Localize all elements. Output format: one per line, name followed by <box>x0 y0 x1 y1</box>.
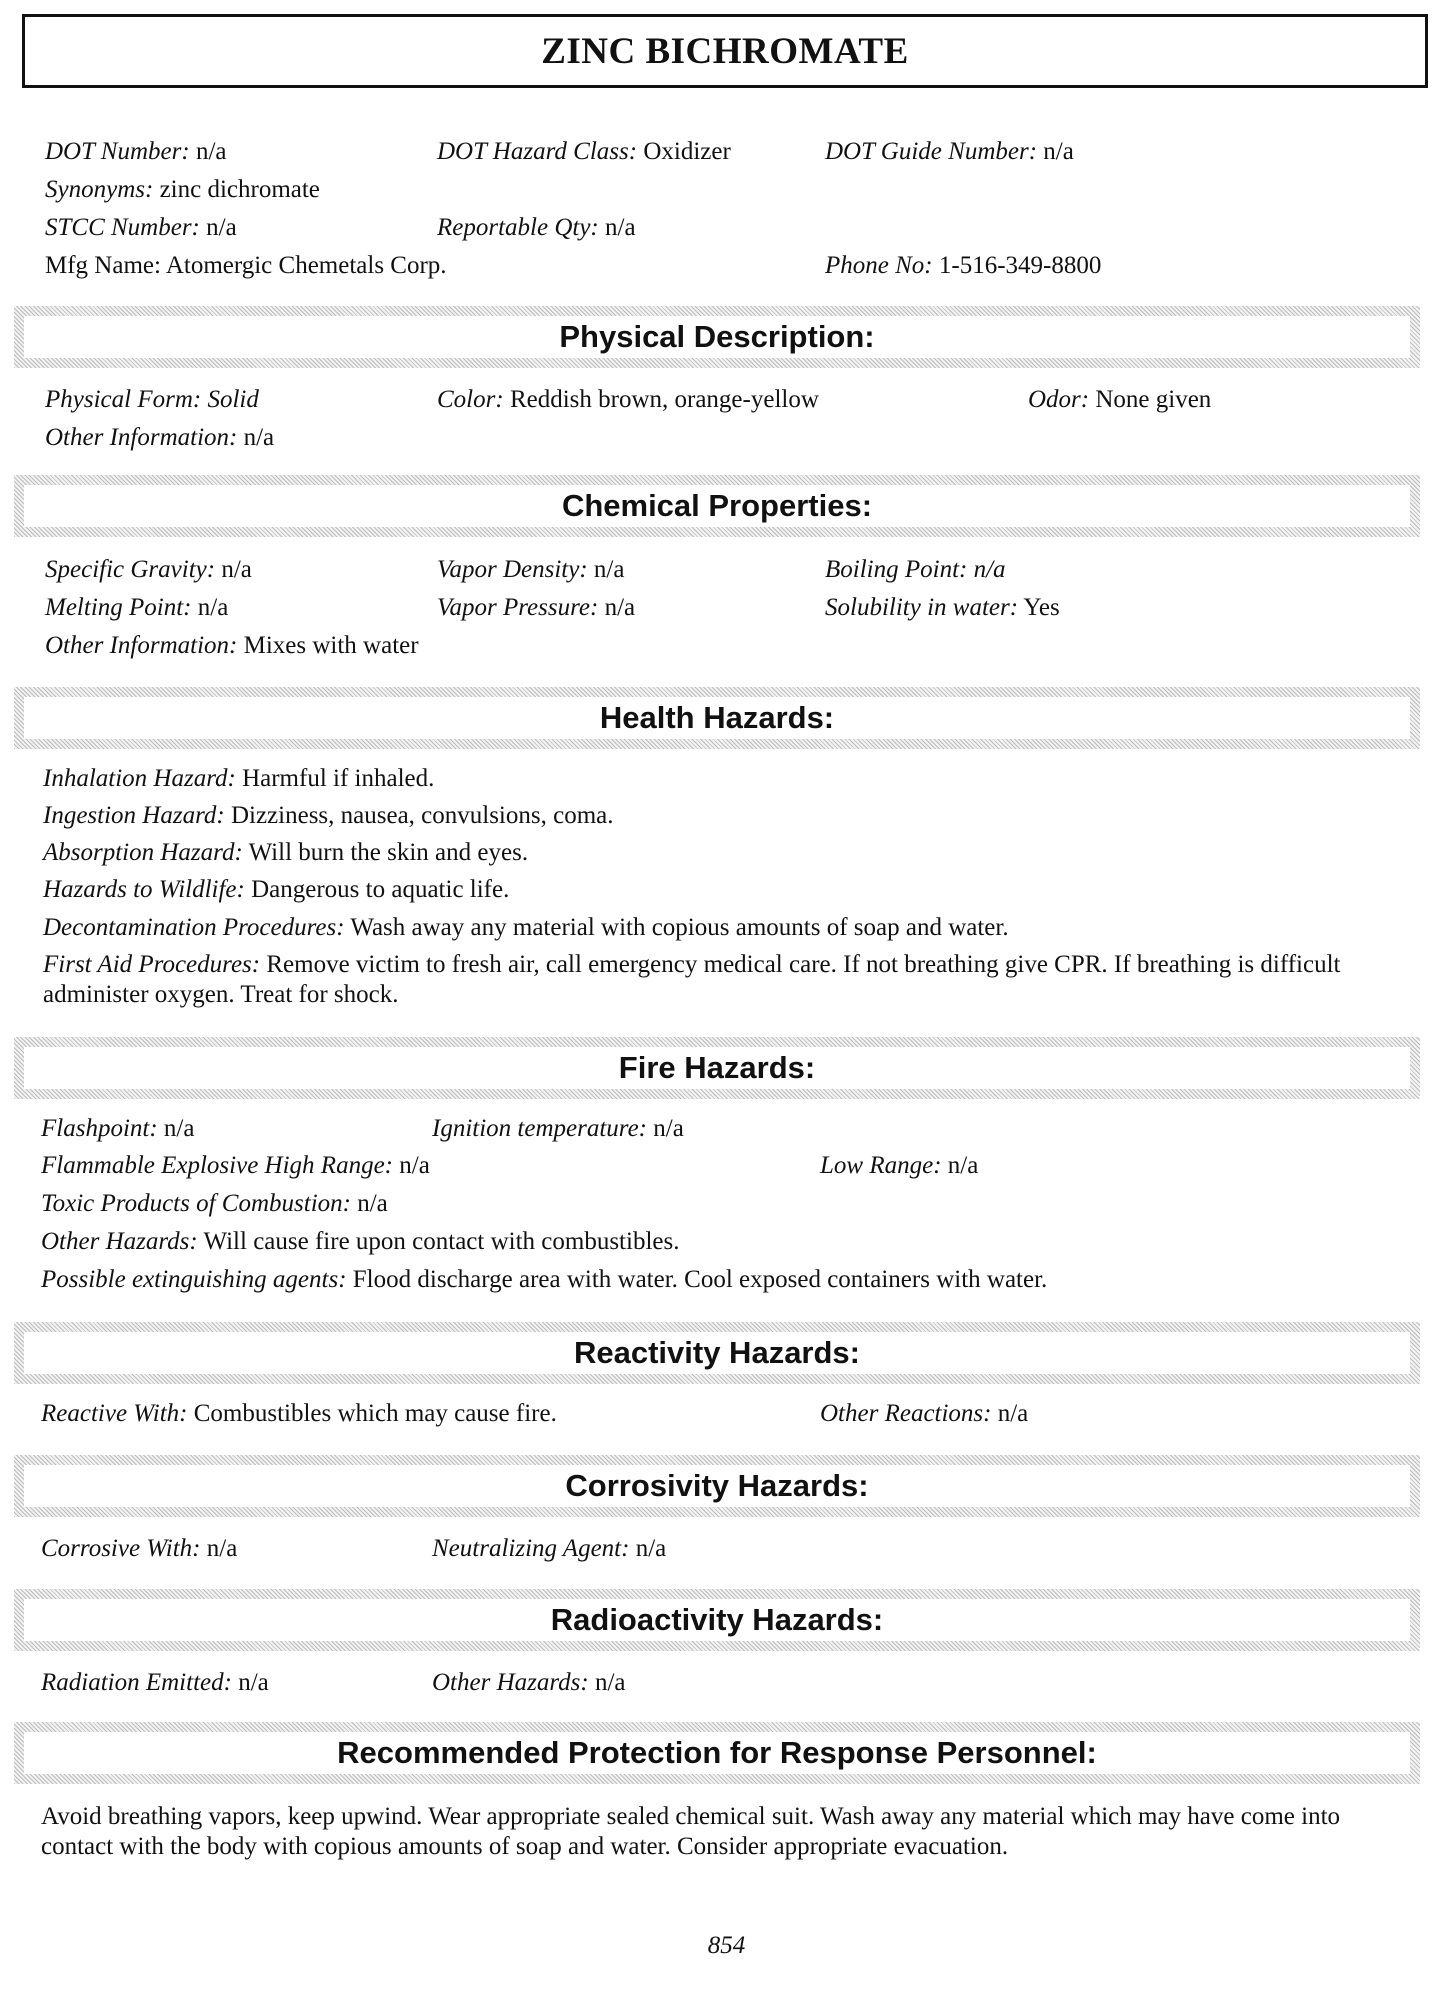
page-number: 854 <box>707 1932 746 1959</box>
decontamination-value: Wash away any material with copious amounts of soap and water. <box>344 914 1009 941</box>
vapor-pressure-field <box>437 593 635 623</box>
chemical-other-info-field <box>45 631 419 661</box>
phone-value: 1-516-349-8800 <box>932 252 1102 279</box>
dot-number-label: DOT Number: <box>45 138 190 165</box>
other-hazards-value: Will cause fire upon contact with combustibles. <box>197 1228 680 1255</box>
section-title: Corrosivity Hazards: <box>565 1468 869 1503</box>
toxic-products-field <box>41 1189 388 1219</box>
solubility-value: Yes <box>1018 594 1060 621</box>
dot-number-field <box>45 137 227 167</box>
decontamination-label: Decontamination Procedures: <box>43 914 345 941</box>
solubility-label: Solubility in water: <box>825 594 1019 621</box>
reportable-qty-value: n/a <box>598 214 636 241</box>
other-reactions-field <box>820 1399 1028 1429</box>
mfg-name-field: Mfg Name: Atomergic Chemetals Corp. <box>45 252 447 279</box>
odor-field <box>1028 385 1211 415</box>
reactive-with-value: Combustibles which may cause fire. <box>187 1400 557 1427</box>
vapor-density-label: Vapor Density: <box>437 556 588 583</box>
extinguishing-agents-value: Flood discharge area with water. Cool exposed containers with water. <box>346 1266 1048 1293</box>
neutralizing-agent-field <box>432 1534 666 1564</box>
stcc-label: STCC Number: <box>45 214 200 241</box>
wildlife-value: Dangerous to aquatic life. <box>244 876 510 903</box>
other-info-label: Other Information: <box>45 424 238 451</box>
other-hazards-value: n/a <box>588 1669 626 1696</box>
corrosivity-hazards-header <box>14 1455 1420 1517</box>
radiation-emitted-field <box>41 1668 269 1698</box>
decontamination-field <box>43 913 1009 943</box>
specific-gravity-value: n/a <box>215 556 252 583</box>
section-title: Recommended Protection for Response Personnel: <box>337 1735 1097 1770</box>
color-label: Color: <box>437 386 504 413</box>
section-title: Radioactivity Hazards: <box>550 1602 884 1637</box>
inhalation-value: Harmful if inhaled. <box>235 765 435 792</box>
absorption-hazard-field <box>43 838 528 868</box>
specific-gravity-field <box>45 555 252 585</box>
high-range-value: n/a <box>393 1152 430 1179</box>
melting-point-label: Melting Point: <box>45 594 192 621</box>
reactivity-hazards-header <box>14 1322 1420 1384</box>
dot-guide-label: DOT Guide Number: <box>825 138 1038 165</box>
other-info-value: Mixes with water <box>237 632 419 659</box>
dot-hazard-class-value: Oxidizer <box>637 138 731 165</box>
wildlife-label: Hazards to Wildlife: <box>43 876 245 903</box>
section-title: Physical Description: <box>559 319 875 354</box>
first-aid-value: Remove victim to fresh air, call emergency medical care. If not breathing give CPR. If breathing is difficult administer oxygen. Treat for shock. <box>43 951 1341 1008</box>
neutralizing-agent-value: n/a <box>629 1535 667 1562</box>
reportable-qty-field <box>437 213 636 243</box>
health-hazards-header <box>14 687 1420 749</box>
section-title: Chemical Properties: <box>561 488 873 523</box>
ignition-temperature-value: n/a <box>647 1115 684 1142</box>
other-reactions-value: n/a <box>991 1400 1029 1427</box>
corrosive-with-field <box>41 1534 237 1564</box>
vapor-pressure-label: Vapor Pressure: <box>437 594 599 621</box>
ignition-temperature-label: Ignition temperature: <box>432 1115 648 1142</box>
section-title: Health Hazards: <box>599 700 835 735</box>
first-aid-label: First Aid Procedures: <box>43 951 261 978</box>
first-aid-field <box>43 950 1418 1010</box>
dot-guide-value: n/a <box>1037 138 1074 165</box>
physical-form-label: Physical Form: Solid <box>45 386 259 413</box>
radioactivity-hazards-header <box>14 1589 1420 1651</box>
color-value: Reddish brown, orange-yellow <box>503 386 819 413</box>
wildlife-hazard-field <box>43 875 509 905</box>
solubility-field <box>825 593 1060 623</box>
corrosive-with-label: Corrosive With: <box>41 1535 201 1562</box>
stcc-value: n/a <box>199 214 237 241</box>
high-range-label: Flammable Explosive High Range: <box>41 1152 393 1179</box>
flashpoint-label: Flashpoint: <box>41 1115 158 1142</box>
fire-hazards-header <box>14 1037 1420 1099</box>
boiling-point-label: Boiling Point: n/a <box>825 556 1006 583</box>
dot-guide-field <box>825 137 1074 167</box>
other-hazards-label: Other Hazards: <box>41 1228 198 1255</box>
fire-other-hazards-field <box>41 1227 679 1257</box>
radioactivity-other-hazards-field <box>432 1668 626 1698</box>
stcc-field <box>45 213 237 243</box>
toxic-products-label: Toxic Products of Combustion: <box>41 1190 351 1217</box>
vapor-density-value: n/a <box>587 556 625 583</box>
absorption-label: Absorption Hazard: <box>43 839 243 866</box>
physical-description-header <box>14 306 1420 368</box>
radiation-emitted-value: n/a <box>231 1669 269 1696</box>
protection-header <box>14 1722 1420 1784</box>
synonyms-label: Synonyms: <box>45 176 154 203</box>
reactive-with-field <box>41 1399 557 1429</box>
other-info-value: n/a <box>237 424 275 451</box>
odor-value: None given <box>1089 386 1212 413</box>
ingestion-hazard-field <box>43 801 614 831</box>
radiation-emitted-label: Radiation Emitted: <box>41 1669 232 1696</box>
vapor-pressure-value: n/a <box>598 594 636 621</box>
flammable-high-range-field <box>41 1151 430 1181</box>
dot-number-value: n/a <box>189 138 227 165</box>
ingestion-label: Ingestion Hazard: <box>43 802 225 829</box>
dot-hazard-class-label: DOT Hazard Class: <box>437 138 638 165</box>
phone-label: Phone No: <box>825 252 933 279</box>
melting-point-value: n/a <box>191 594 229 621</box>
color-field <box>437 385 819 415</box>
vapor-density-field <box>437 555 624 585</box>
document-title: ZINC BICHROMATE <box>541 30 909 72</box>
reactive-with-label: Reactive With: <box>41 1400 188 1427</box>
flashpoint-field <box>41 1114 194 1144</box>
inhalation-hazard-field <box>43 764 434 794</box>
neutralizing-agent-label: Neutralizing Agent: <box>432 1535 630 1562</box>
odor-label: Odor: <box>1028 386 1090 413</box>
inhalation-label: Inhalation Hazard: <box>43 765 236 792</box>
boiling-point-field <box>825 555 1006 585</box>
other-reactions-label: Other Reactions: <box>820 1400 992 1427</box>
ingestion-value: Dizziness, nausea, convulsions, coma. <box>224 802 614 829</box>
physical-form-field <box>45 385 259 415</box>
extinguishing-agents-field <box>41 1265 1047 1295</box>
low-range-value: n/a <box>941 1152 979 1179</box>
corrosive-with-value: n/a <box>200 1535 238 1562</box>
low-range-label: Low Range: <box>820 1152 942 1179</box>
flashpoint-value: n/a <box>157 1115 195 1142</box>
synonyms-field <box>45 175 320 205</box>
section-title: Reactivity Hazards: <box>573 1335 860 1370</box>
phone-field <box>825 251 1101 281</box>
other-hazards-label: Other Hazards: <box>432 1669 589 1696</box>
reportable-qty-label: Reportable Qty: <box>437 214 599 241</box>
specific-gravity-label: Specific Gravity: <box>45 556 216 583</box>
dot-hazard-class-field <box>437 137 731 167</box>
toxic-products-value: n/a <box>350 1190 388 1217</box>
physical-other-info-field <box>45 423 274 453</box>
melting-point-field <box>45 593 228 623</box>
chemical-properties-header <box>14 475 1420 537</box>
protection-text: Avoid breathing vapors, keep upwind. Wear appropriate sealed chemical suit. Wash away any material which may have come into contact with the body with copious amounts of soap and water. Consider appropriate evacuation. <box>41 1803 1341 1860</box>
extinguishing-agents-label: Possible extinguishing agents: <box>41 1266 347 1293</box>
ignition-temperature-field <box>432 1114 684 1144</box>
low-range-field <box>820 1151 978 1181</box>
section-title: Fire Hazards: <box>618 1050 816 1085</box>
synonyms-value: zinc dichromate <box>153 176 320 203</box>
title-box <box>22 14 1428 88</box>
other-info-label: Other Information: <box>45 632 238 659</box>
absorption-value: Will burn the skin and eyes. <box>242 839 529 866</box>
